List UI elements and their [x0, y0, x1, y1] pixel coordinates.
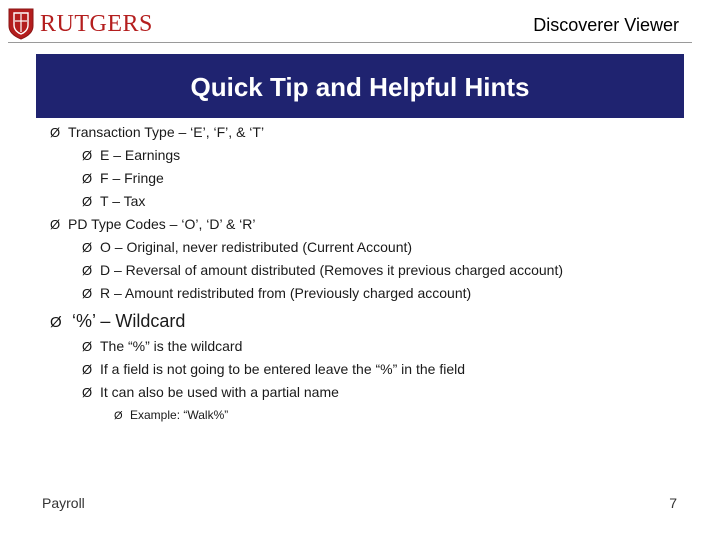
bullet-text: Example: “Walk%”	[130, 408, 229, 422]
bullet-text: D – Reversal of amount distributed (Removes it previous charged account)	[100, 262, 563, 278]
bullet-pd-type-codes	[50, 216, 256, 232]
bullet-text: T – Tax	[100, 193, 146, 209]
bullet-transaction-type	[50, 124, 264, 140]
logo-wordmark: RUTGERS	[40, 10, 153, 37]
arrow-bullet-icon: Ø	[50, 125, 61, 140]
rutgers-logo	[8, 6, 153, 42]
bullet-wildcard-desc	[82, 338, 242, 354]
bullet-reversal	[82, 262, 563, 278]
bullet-text: O – Original, never redistributed (Current Account)	[100, 239, 413, 255]
arrow-bullet-icon: Ø	[82, 148, 93, 163]
header-divider	[8, 42, 692, 43]
bullet-redistributed	[82, 285, 471, 301]
arrow-bullet-icon: Ø	[82, 240, 93, 255]
arrow-bullet-icon: Ø	[82, 263, 93, 278]
arrow-bullet-icon: Ø	[50, 314, 62, 331]
bullet-wildcard	[50, 311, 185, 332]
arrow-bullet-icon: Ø	[82, 362, 93, 377]
page-number: 7	[669, 495, 677, 511]
bullet-text: If a field is not going to be entered leave the “%” in the field	[100, 361, 466, 377]
title-banner	[36, 54, 684, 118]
bullet-earnings	[82, 147, 180, 163]
arrow-bullet-icon: Ø	[82, 171, 93, 186]
bullet-fringe	[82, 170, 164, 186]
footer-section: Payroll	[42, 495, 85, 511]
arrow-bullet-icon: Ø	[114, 410, 123, 422]
arrow-bullet-icon: Ø	[50, 217, 61, 232]
bullet-original	[82, 239, 412, 255]
rutgers-shield-icon	[8, 8, 34, 40]
bullet-partial-name	[82, 384, 339, 400]
bullet-text: E – Earnings	[100, 147, 181, 163]
bullet-text: R – Amount redistributed from (Previously charged account)	[100, 285, 472, 301]
bullet-text: It can also be used with a partial name	[100, 384, 339, 400]
bullet-field-not-entered	[82, 361, 465, 377]
bullet-text: F – Fringe	[100, 170, 164, 186]
bullet-tax	[82, 193, 145, 209]
arrow-bullet-icon: Ø	[82, 286, 93, 301]
arrow-bullet-icon: Ø	[82, 194, 93, 209]
bullet-text: Transaction Type – ‘E’, ‘F’, & ‘T’	[68, 124, 265, 140]
bullet-example	[114, 408, 228, 422]
bullet-text: PD Type Codes – ‘O’, ‘D’ & ‘R’	[68, 216, 256, 232]
page-title: Quick Tip and Helpful Hints	[190, 71, 530, 102]
app-label: Discoverer Viewer	[533, 15, 679, 35]
bullet-text: The “%” is the wildcard	[100, 338, 243, 354]
arrow-bullet-icon: Ø	[82, 385, 93, 400]
arrow-bullet-icon: Ø	[82, 339, 93, 354]
bullet-text: ‘%’ – Wildcard	[72, 311, 186, 331]
